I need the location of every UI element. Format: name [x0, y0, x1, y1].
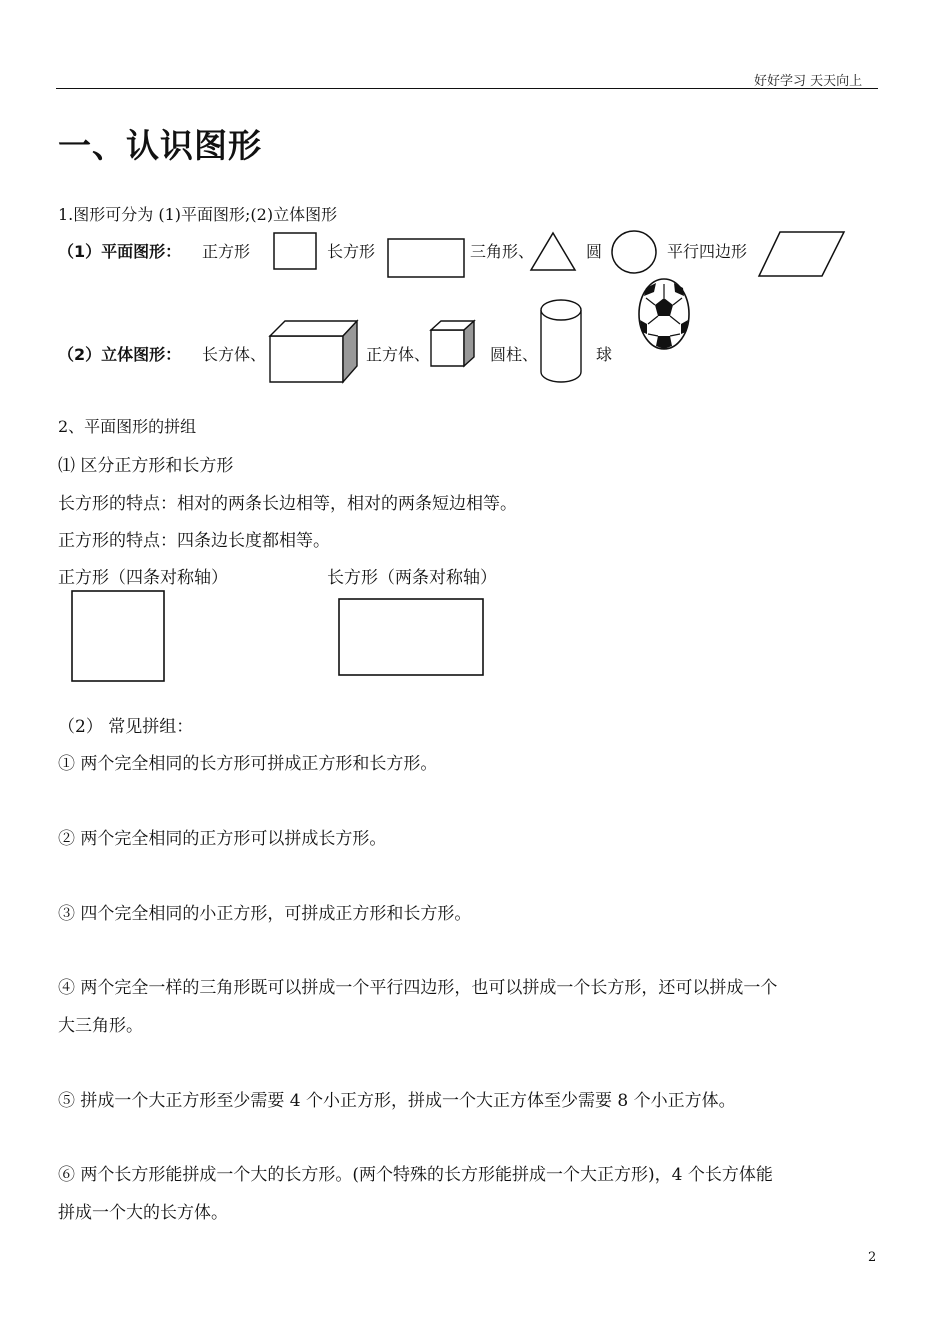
square-figure	[71, 590, 165, 682]
list-item: ⑥ 两个长方形能拼成一个大的长方形。(两个特殊的长方形能拼成一个大正方形)，4 个长方体能	[58, 1165, 773, 1185]
rect-axes-caption: 长方形（两条对称轴）	[327, 568, 497, 588]
list-item: ③ 四个完全相同的小正方形，可拼成正方形和长方形。	[58, 904, 472, 924]
section2-heading: 2、平面图形的拼组	[58, 417, 197, 436]
plane-triangle-label: 三角形、	[470, 242, 535, 261]
square-shape	[273, 232, 317, 270]
soccer-ball-icon	[638, 278, 690, 350]
rectangle-figure	[338, 598, 484, 676]
solid-cube-label: 正方体、	[366, 345, 431, 364]
circle-shape	[611, 230, 657, 274]
cuboid-shape	[269, 320, 359, 384]
plane-label: （1）平面图形：	[58, 242, 182, 261]
plane-square-label: 正方形	[202, 242, 251, 261]
cylinder-shape	[540, 298, 582, 384]
list-item-continued: 拼成一个大的长方体。	[58, 1203, 228, 1223]
list-item: ① 两个完全相同的长方形可拼成正方形和长方形。	[58, 754, 438, 774]
rect-feature: 长方形的特点：相对的两条长边相等，相对的两条短边相等。	[58, 494, 517, 514]
sub2-heading: （2） 常见拼组：	[58, 717, 194, 737]
parallelogram-shape	[758, 231, 846, 277]
solid-cylinder-label: 圆柱、	[490, 345, 539, 364]
cube-shape	[430, 320, 476, 368]
header-rule	[56, 88, 878, 89]
plane-rectangle-label: 长方形	[327, 242, 376, 261]
plane-circle-label: 圆	[586, 242, 603, 261]
solid-sphere-label: 球	[596, 345, 613, 364]
page-title: 一、认识图形	[58, 126, 262, 165]
rectangle-shape	[387, 238, 465, 278]
list-item: ⑤ 拼成一个大正方形至少需要 4 个小正方形，拼成一个大正方体至少需要 8 个小正方体。	[58, 1091, 736, 1111]
solid-label: （2）立体图形：	[58, 345, 182, 364]
list-item: ④ 两个完全一样的三角形既可以拼成一个平行四边形，也可以拼成一个长方形，还可以拼成一个	[58, 978, 778, 998]
page-number: 2	[868, 1250, 877, 1265]
triangle-shape	[530, 232, 576, 272]
square-axes-caption: 正方形（四条对称轴）	[58, 568, 228, 588]
list-item: ② 两个完全相同的正方形可以拼成长方形。	[58, 829, 387, 849]
square-feature: 正方形的特点：四条边长度都相等。	[58, 531, 330, 551]
sub1-heading: ⑴ 区分正方形和长方形	[58, 456, 234, 476]
plane-parallelogram-label: 平行四边形	[667, 242, 748, 261]
list-item-continued: 大三角形。	[58, 1016, 143, 1036]
solid-cuboid-label: 长方体、	[202, 345, 267, 364]
intro-line: 1.图形可分为 (1)平面图形;(2)立体图形	[58, 205, 338, 224]
header-motto: 好好学习 天天向上	[754, 74, 863, 89]
